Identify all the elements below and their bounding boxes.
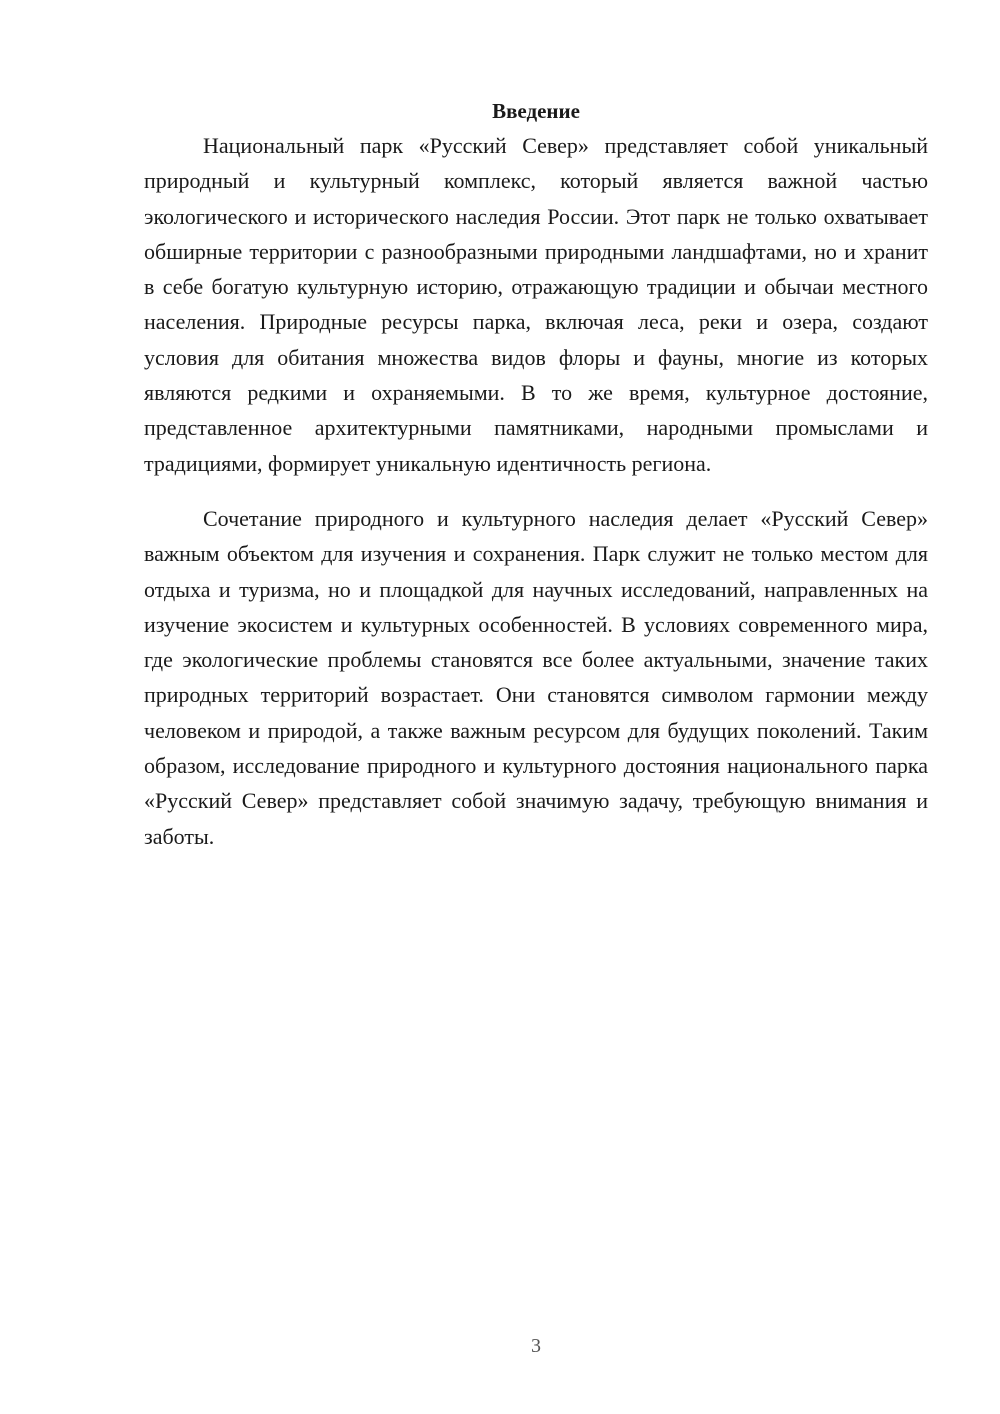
section-title: Введение bbox=[492, 99, 580, 123]
page-number: 3 bbox=[531, 1335, 541, 1357]
page-content bbox=[144, 96, 928, 854]
paragraph-1: Национальный парк «Русский Север» представляет собой уникальный природный и культурный комплекс, который является важной частью экологического и исторического наследия России. Этот парк не только охватывает обширные территории с разнообразными природными ландшафтами, но и хранит в себе богатую культурную историю, отражающую традиции и обычаи местного населения. Природные ресурсы парка, включая леса, реки и озера, создают условия для обитания множества видов флоры и фауны, многие из которых являются редкими и охраняемыми. В то же время, культурное достояние, представленное архитектурными памятниками, народными промыслами и традициями, формирует уникальную идентичность региона. bbox=[144, 133, 928, 476]
paragraph-2: Сочетание природного и культурного наследия делает «Русский Север» важным объектом для изучения и сохранения. Парк служит не только местом для отдыха и туризма, но и площадкой для научных исследований, направленных на изучение экосистем и культурных особенностей. В условиях современного мира, где экологические проблемы становятся все более актуальными, значение таких природных территорий возрастает. Они становятся символом гармонии между человеком и природой, а также важным ресурсом для будущих поколений. Таким образом, исследование природного и культурного достояния национального парка «Русский Север» представляет собой значимую задачу, требующую внимания и заботы. bbox=[144, 505, 928, 849]
